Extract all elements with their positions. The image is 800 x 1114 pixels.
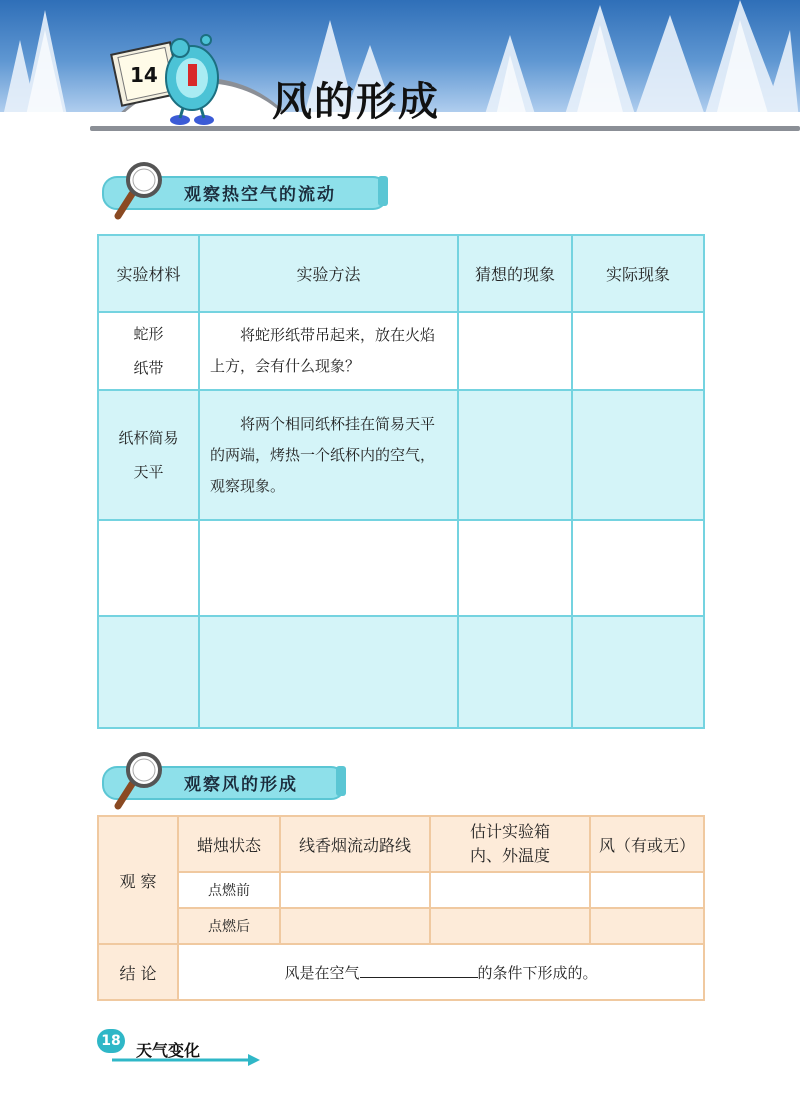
actual-cell[interactable] xyxy=(572,312,704,390)
header-cell-temperature xyxy=(430,816,590,872)
conclusion-text-after: 的条件下形成的。 xyxy=(477,964,598,982)
badge-number: 14 xyxy=(130,63,158,87)
magnifier-icon xyxy=(110,160,174,220)
magnifier-icon xyxy=(110,750,174,810)
method-cell xyxy=(199,390,458,520)
header-line: 估计实验箱 xyxy=(469,822,550,841)
banner-pill-end xyxy=(378,176,388,206)
header-cell: 实验方法 xyxy=(199,235,458,312)
method-cell[interactable] xyxy=(199,520,458,616)
conclusion-blank[interactable] xyxy=(360,961,478,978)
guess-cell[interactable] xyxy=(458,312,572,390)
hot-air-experiment-table xyxy=(97,234,705,729)
material-line: 纸杯简易 xyxy=(118,429,179,447)
actual-cell[interactable] xyxy=(572,390,704,520)
section-title-hot-air: 观察热空气的流动 xyxy=(184,185,336,205)
header-cell: 猜想的现象 xyxy=(458,235,572,312)
material-line: 蛇形 xyxy=(133,325,164,343)
method-text: 将两个相同纸杯挂在简易天平的两端，烤热一个纸杯内的空气，观察现象。 xyxy=(210,414,436,495)
section-title-wind: 观察风的形成 xyxy=(184,775,298,795)
temperature-cell[interactable] xyxy=(430,908,590,944)
conclusion-label: 结 论 xyxy=(119,963,157,983)
actual-cell[interactable] xyxy=(572,520,704,616)
material-cell xyxy=(98,390,199,520)
material-cell[interactable] xyxy=(98,616,199,728)
smoke-path-cell[interactable] xyxy=(280,908,430,944)
mascot-illustration xyxy=(108,20,238,132)
method-cell xyxy=(199,312,458,390)
header-cell: 蜡烛状态 xyxy=(178,816,280,872)
material-cell[interactable] xyxy=(98,520,199,616)
material-line: 天平 xyxy=(133,463,164,481)
guess-cell[interactable] xyxy=(458,616,572,728)
conclusion-text-before: 风是在空气 xyxy=(284,964,360,982)
header-cell: 风（有或无） xyxy=(590,816,704,872)
wind-observation-table xyxy=(97,815,705,1001)
wind-cell[interactable] xyxy=(590,908,704,944)
header-cell: 实验材料 xyxy=(98,235,199,312)
header-cell: 线香烟流动路线 xyxy=(280,816,430,872)
section-banner-hot-air xyxy=(96,172,396,210)
header-cell: 实际现象 xyxy=(572,235,704,312)
observe-label: 观 察 xyxy=(119,871,157,891)
guess-cell[interactable] xyxy=(458,390,572,520)
guess-cell[interactable] xyxy=(458,520,572,616)
page-number-badge: 18 xyxy=(97,1029,125,1053)
temperature-cell[interactable] xyxy=(430,872,590,908)
material-line: 纸带 xyxy=(133,359,164,377)
header-line: 内、外温度 xyxy=(469,846,550,865)
banner-pill-end xyxy=(336,766,346,796)
conclusion-label-cell xyxy=(98,944,178,1000)
conclusion-cell xyxy=(178,944,704,1000)
wind-cell[interactable] xyxy=(590,872,704,908)
candle-state-cell: 点燃后 xyxy=(178,908,280,944)
method-cell[interactable] xyxy=(199,616,458,728)
actual-cell[interactable] xyxy=(572,616,704,728)
section-banner-wind xyxy=(96,762,356,800)
smoke-path-cell[interactable] xyxy=(280,872,430,908)
footer-chapter-title: 天气变化 xyxy=(136,1041,201,1060)
footer-arrow-icon xyxy=(112,1052,262,1068)
material-cell xyxy=(98,312,199,390)
page-title: 风的形成 xyxy=(272,79,440,125)
observe-label-cell xyxy=(98,816,178,944)
method-text: 将蛇形纸带吊起来，放在火焰上方，会有什么现象？ xyxy=(210,326,436,375)
candle-state-cell: 点燃前 xyxy=(178,872,280,908)
header-banner xyxy=(0,0,800,135)
